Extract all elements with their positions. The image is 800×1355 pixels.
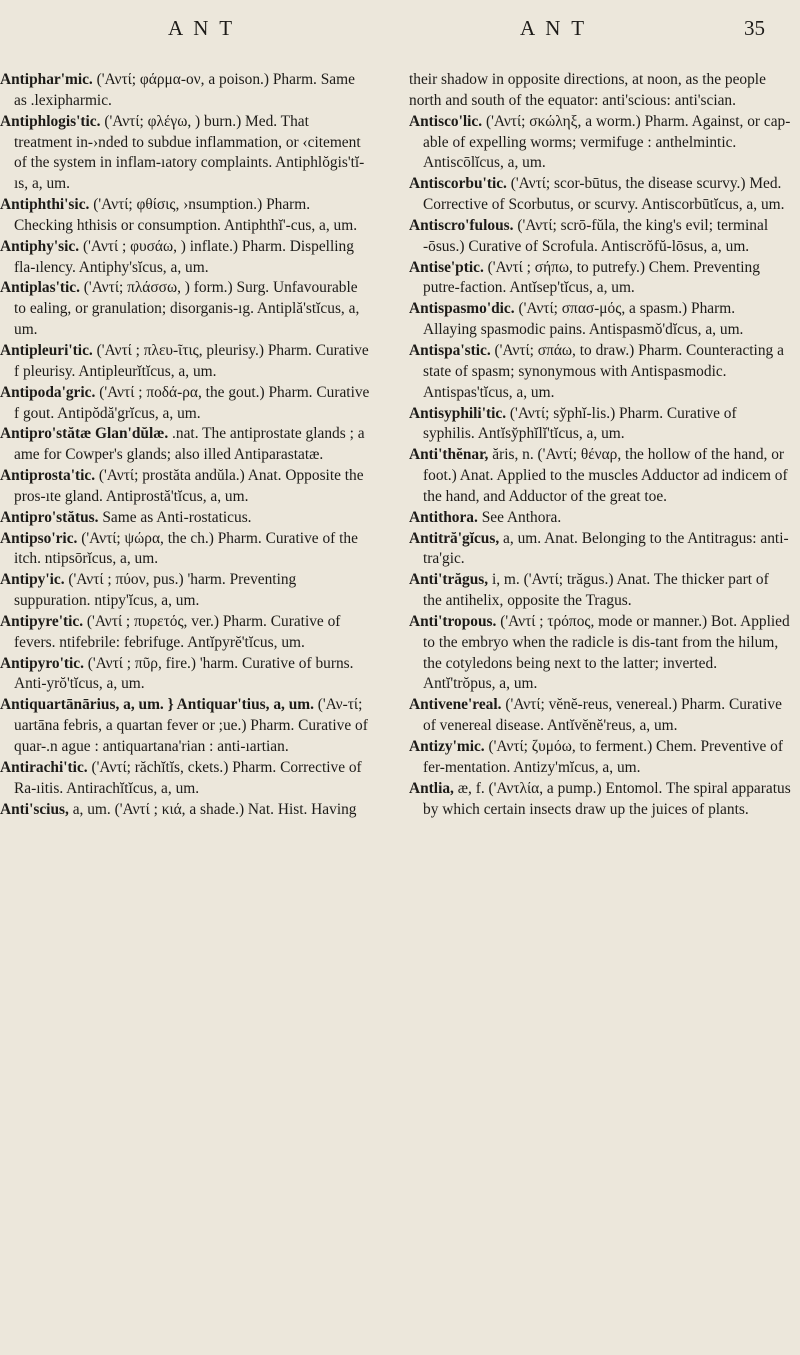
entry-headword: Antiscorbu'tic. [409, 175, 507, 193]
dictionary-entry [409, 299, 791, 341]
entry-definition: ('Αντί ; τρόπος, mode or manner.) Bot. Applied to the embryo when the radicle is dis-tant from the hilum, the cotyledons being next to the latter; inverted. Antĭ'trŏpus, a, um. [423, 612, 790, 693]
entry-headword: Antipro'stătus. [0, 508, 99, 526]
dictionary-entry [0, 800, 370, 821]
dictionary-entry [0, 695, 370, 758]
dictionary-entry [409, 341, 791, 404]
dictionary-entry [0, 278, 370, 341]
dictionary-entry [409, 737, 791, 779]
entry-headword: Anti'scius, [0, 800, 69, 818]
entry-definition: ('Αντί ; ποδά-ρα, the gout.) Pharm. Curative f gout. Antipŏdă'grĭcus, a, um. [14, 383, 370, 422]
entry-headword: Antivene'real. [409, 696, 502, 714]
entry-headword: Anti'tropous. [409, 612, 497, 630]
dictionary-entry [409, 258, 791, 300]
dictionary-entry [409, 779, 791, 821]
entry-definition: ('Αντί; vĕnĕ-reus, venereal.) Pharm. Curative of venereal disease. Antĭvĕnĕ'reus, a, um. [423, 696, 782, 735]
dictionary-entry [0, 612, 370, 654]
dictionary-entry [409, 612, 791, 695]
dictionary-entry [409, 445, 791, 508]
entry-definition: a, um. Anat. Belonging to the Antitragus: anti-tra'gic. [423, 529, 789, 568]
dictionary-entry [0, 112, 370, 195]
entry-headword: Antlia, [409, 779, 454, 797]
entry-headword: Antisco'lic. [409, 112, 483, 130]
dictionary-entry [0, 383, 370, 425]
dictionary-entry [0, 424, 370, 466]
entry-headword: Antiplas'tic. [0, 279, 80, 297]
entry-definition: ('Αντί; φλέγω, ) burn.) Med. That treatment in-›nded to subdue inflammation, or ‹citement of the system in inflam-ıatory complaints. Antiphlŏgis'tĭ-ıs, a, um. [14, 112, 365, 193]
entry-definition: ('Αντί; ψώρα, the ch.) Pharm. Curative of the itch. ntipsōrĭcus, a, um. [14, 529, 358, 568]
entry-definition: ('Αντί; sy̆phĭ-lis.) Pharm. Curative of syphilis. Antĭsy̆phĭlĭ'tĭcus, a, um. [423, 404, 737, 443]
entry-headword: Antithora. [409, 508, 478, 526]
entry-definition: i, m. ('Αντί; trăgus.) Anat. The thicker part of the antihelix, opposite the Tragus. [423, 571, 769, 610]
entry-definition: Same as Anti-rostaticus. [98, 508, 252, 526]
entry-definition: ('Αντί; σπάω, to draw.) Pharm. Counteracting a state of spasm; synonymous with Antispasmodic. Antispas'tĭcus, a, um. [423, 341, 784, 401]
dictionary-entry [0, 508, 370, 529]
entry-definition: ('Αντί ; πυρετός, ver.) Pharm. Curative of fevers. ntifebrile: febrifuge. Antĭpyrĕ'tĭcus, um. [14, 612, 341, 651]
entry-headword: Antiscro'fulous. [409, 216, 514, 234]
entry-headword: Antipoda'gric. [0, 383, 96, 401]
entry-headword: Antipyro'tic. [0, 654, 84, 672]
entry-headword: Antisyphili'tic. [409, 404, 507, 422]
entry-headword: Antitră'gĭcus, [409, 529, 500, 547]
dictionary-entry [409, 695, 791, 737]
entry-definition: ('Αντί; scrō-fŭla, the king's evil; terminal -ōsus.) Curative of Scrofula. Antiscrŏfŭ-lōsus, a, um. [423, 216, 769, 255]
dictionary-entry [409, 404, 791, 446]
entry-headword: Antirachi'tic. [0, 758, 88, 776]
running-header [0, 10, 800, 50]
entry-headword: Anti'thĕnar, [409, 446, 489, 464]
entry-definition: ('Αντί; scor-būtus, the disease scurvy.) Med. Corrective of Scorbutus, or scurvy. Antiscorbūtĭcus, a, um. [423, 175, 785, 214]
dictionary-entry [409, 216, 791, 258]
dictionary-entry [0, 570, 370, 612]
dictionary-entry [0, 341, 370, 383]
dictionary-entry [0, 529, 370, 571]
entry-headword: Antizy'mic. [409, 738, 485, 755]
entry-headword: Antipro'stătæ Glan'dŭlæ. [0, 425, 169, 443]
dictionary-entry [409, 570, 791, 612]
entry-definition: .nat. The antiprostate glands ; a ame for Cowper's glands; also illed Antiparastatæ. [14, 425, 365, 464]
entry-definition: ('Αντί ; σήπω, to putrefy.) Chem. Preventing putre-faction. Antĭsep'tĭcus, a, um. [423, 258, 760, 297]
entry-definition: ('Αντί ; πύον, pus.) 'harm. Preventing suppuration. ntipy'ĭcus, a, um. [14, 571, 297, 610]
entry-definition: ('Αντί ; πῦρ, fire.) 'harm. Curative of burns. Anti-yrŏ'tĭcus, a, um. [14, 654, 354, 693]
dictionary-entry [0, 654, 370, 696]
right-column [409, 70, 791, 820]
entry-headword: Antiprosta'tic. [0, 467, 96, 485]
header-left-guide: A N T [168, 16, 236, 40]
dictionary-entry [0, 195, 370, 237]
dictionary-entry [409, 112, 791, 175]
entry-headword: Antispa'stic. [409, 341, 491, 359]
entry-headword: Antiquartānārius, a, um. } Antiquar'tius, a, um. [0, 696, 314, 714]
dictionary-entry [409, 529, 791, 571]
header-right-guide: A N T [520, 16, 588, 40]
entry-definition: ('Αντί ; φυσάω, ) inflate.) Pharm. Dispelling fla-ılency. Antiphy'sĭcus, a, um. [14, 237, 354, 276]
entry-definition: ăris, n. ('Αντί; θέναρ, the hollow of the hand, or foot.) Anat. Applied to the muscles Adductor ad indicem of the hand, and Adductor of the great toe. [423, 446, 788, 505]
entry-definition: ('Αντί; φάρμα-ον, a poison.) Pharm. Same as .lexipharmic. [14, 71, 355, 109]
entry-headword: Antispasmo'dic. [409, 300, 515, 318]
entry-headword: Antiphar'mic. [0, 71, 93, 88]
entry-definition: ('Αντί; ζυμόω, to ferment.) Chem. Preventive of fer-mentation. Antizy'mĭcus, a, um. [423, 738, 783, 776]
entry-definition: ('Αντί; σκώληξ, a worm.) Pharm. Against, or cap-able of expelling worms; vermifuge : anthelmintic. Antiscōlĭcus, a, um. [423, 112, 791, 172]
entry-definition: ('Αν-τί; uartāna febris, a quartan fever or ;ue.) Pharm. Curative of quar-.n ague : antiquartana'rian : anti-ıartian. [14, 696, 368, 755]
entry-definition: ('Αντί; σπασ-μός, a spasm.) Pharm. Allaying spasmodic pains. Antispasmŏ'dĭcus, a, um. [423, 300, 744, 339]
entry-headword: Antiphthi'sic. [0, 196, 90, 214]
entry-definition: See Anthora. [477, 508, 562, 526]
entry-definition: æ, f. ('Αντλία, a pump.) Entomol. The spiral apparatus by which certain insects draw up the juices of plants. [423, 779, 791, 818]
entry-headword: Antiphy'sic. [0, 237, 80, 255]
dictionary-entry [0, 237, 370, 279]
dictionary-entry [409, 70, 791, 112]
entry-definition: ('Αντί; răchĭtĭs, ckets.) Pharm. Corrective of Ra-ıitis. Antirachĭtĭcus, a, um. [14, 758, 362, 797]
entry-headword: Antipyre'tic. [0, 612, 84, 630]
entry-definition: their shadow in opposite directions, at noon, as the people north and south of the equator: anti'scious: anti'scian. [409, 71, 766, 109]
dictionary-entry [0, 466, 370, 508]
dictionary-entry [409, 174, 791, 216]
entry-headword: Antipy'ic. [0, 571, 65, 589]
entry-definition: a, um. ('Αντί ; κιά, a shade.) Nat. Hist. Having [68, 800, 357, 818]
entry-headword: Antipso'ric. [0, 529, 78, 547]
entry-headword: Antipleuri'tic. [0, 341, 93, 359]
dictionary-entry [0, 70, 370, 112]
entry-definition: ('Αντί; φθίσις, ›nsumption.) Pharm. Checking hthisis or consumption. Antiphthĭ'-cus, a, um. [14, 196, 358, 234]
left-column [0, 70, 370, 820]
dictionary-entry [409, 508, 791, 529]
page-number: 35 [744, 16, 765, 40]
entry-headword: Antiphlogis'tic. [0, 112, 101, 130]
entry-headword: Anti'trăgus, [409, 571, 489, 589]
entry-headword: Antise'ptic. [409, 258, 484, 276]
entry-definition: ('Αντί; πλάσσω, ) form.) Surg. Unfavourable to ealing, or granulation; disorganis-ıg. Antiplă'stĭcus, a, um. [14, 279, 360, 339]
entry-definition: ('Αντί; prostăta andŭla.) Anat. Opposite the pros-ıte gland. Antiprostă'tĭcus, a, um. [14, 467, 364, 505]
entry-definition: ('Αντί ; πλευ-ῖτις, pleurisy.) Pharm. Curative f pleurisy. Antipleurĭtĭcus, a, um. [14, 341, 369, 380]
dictionary-entry [0, 758, 370, 800]
